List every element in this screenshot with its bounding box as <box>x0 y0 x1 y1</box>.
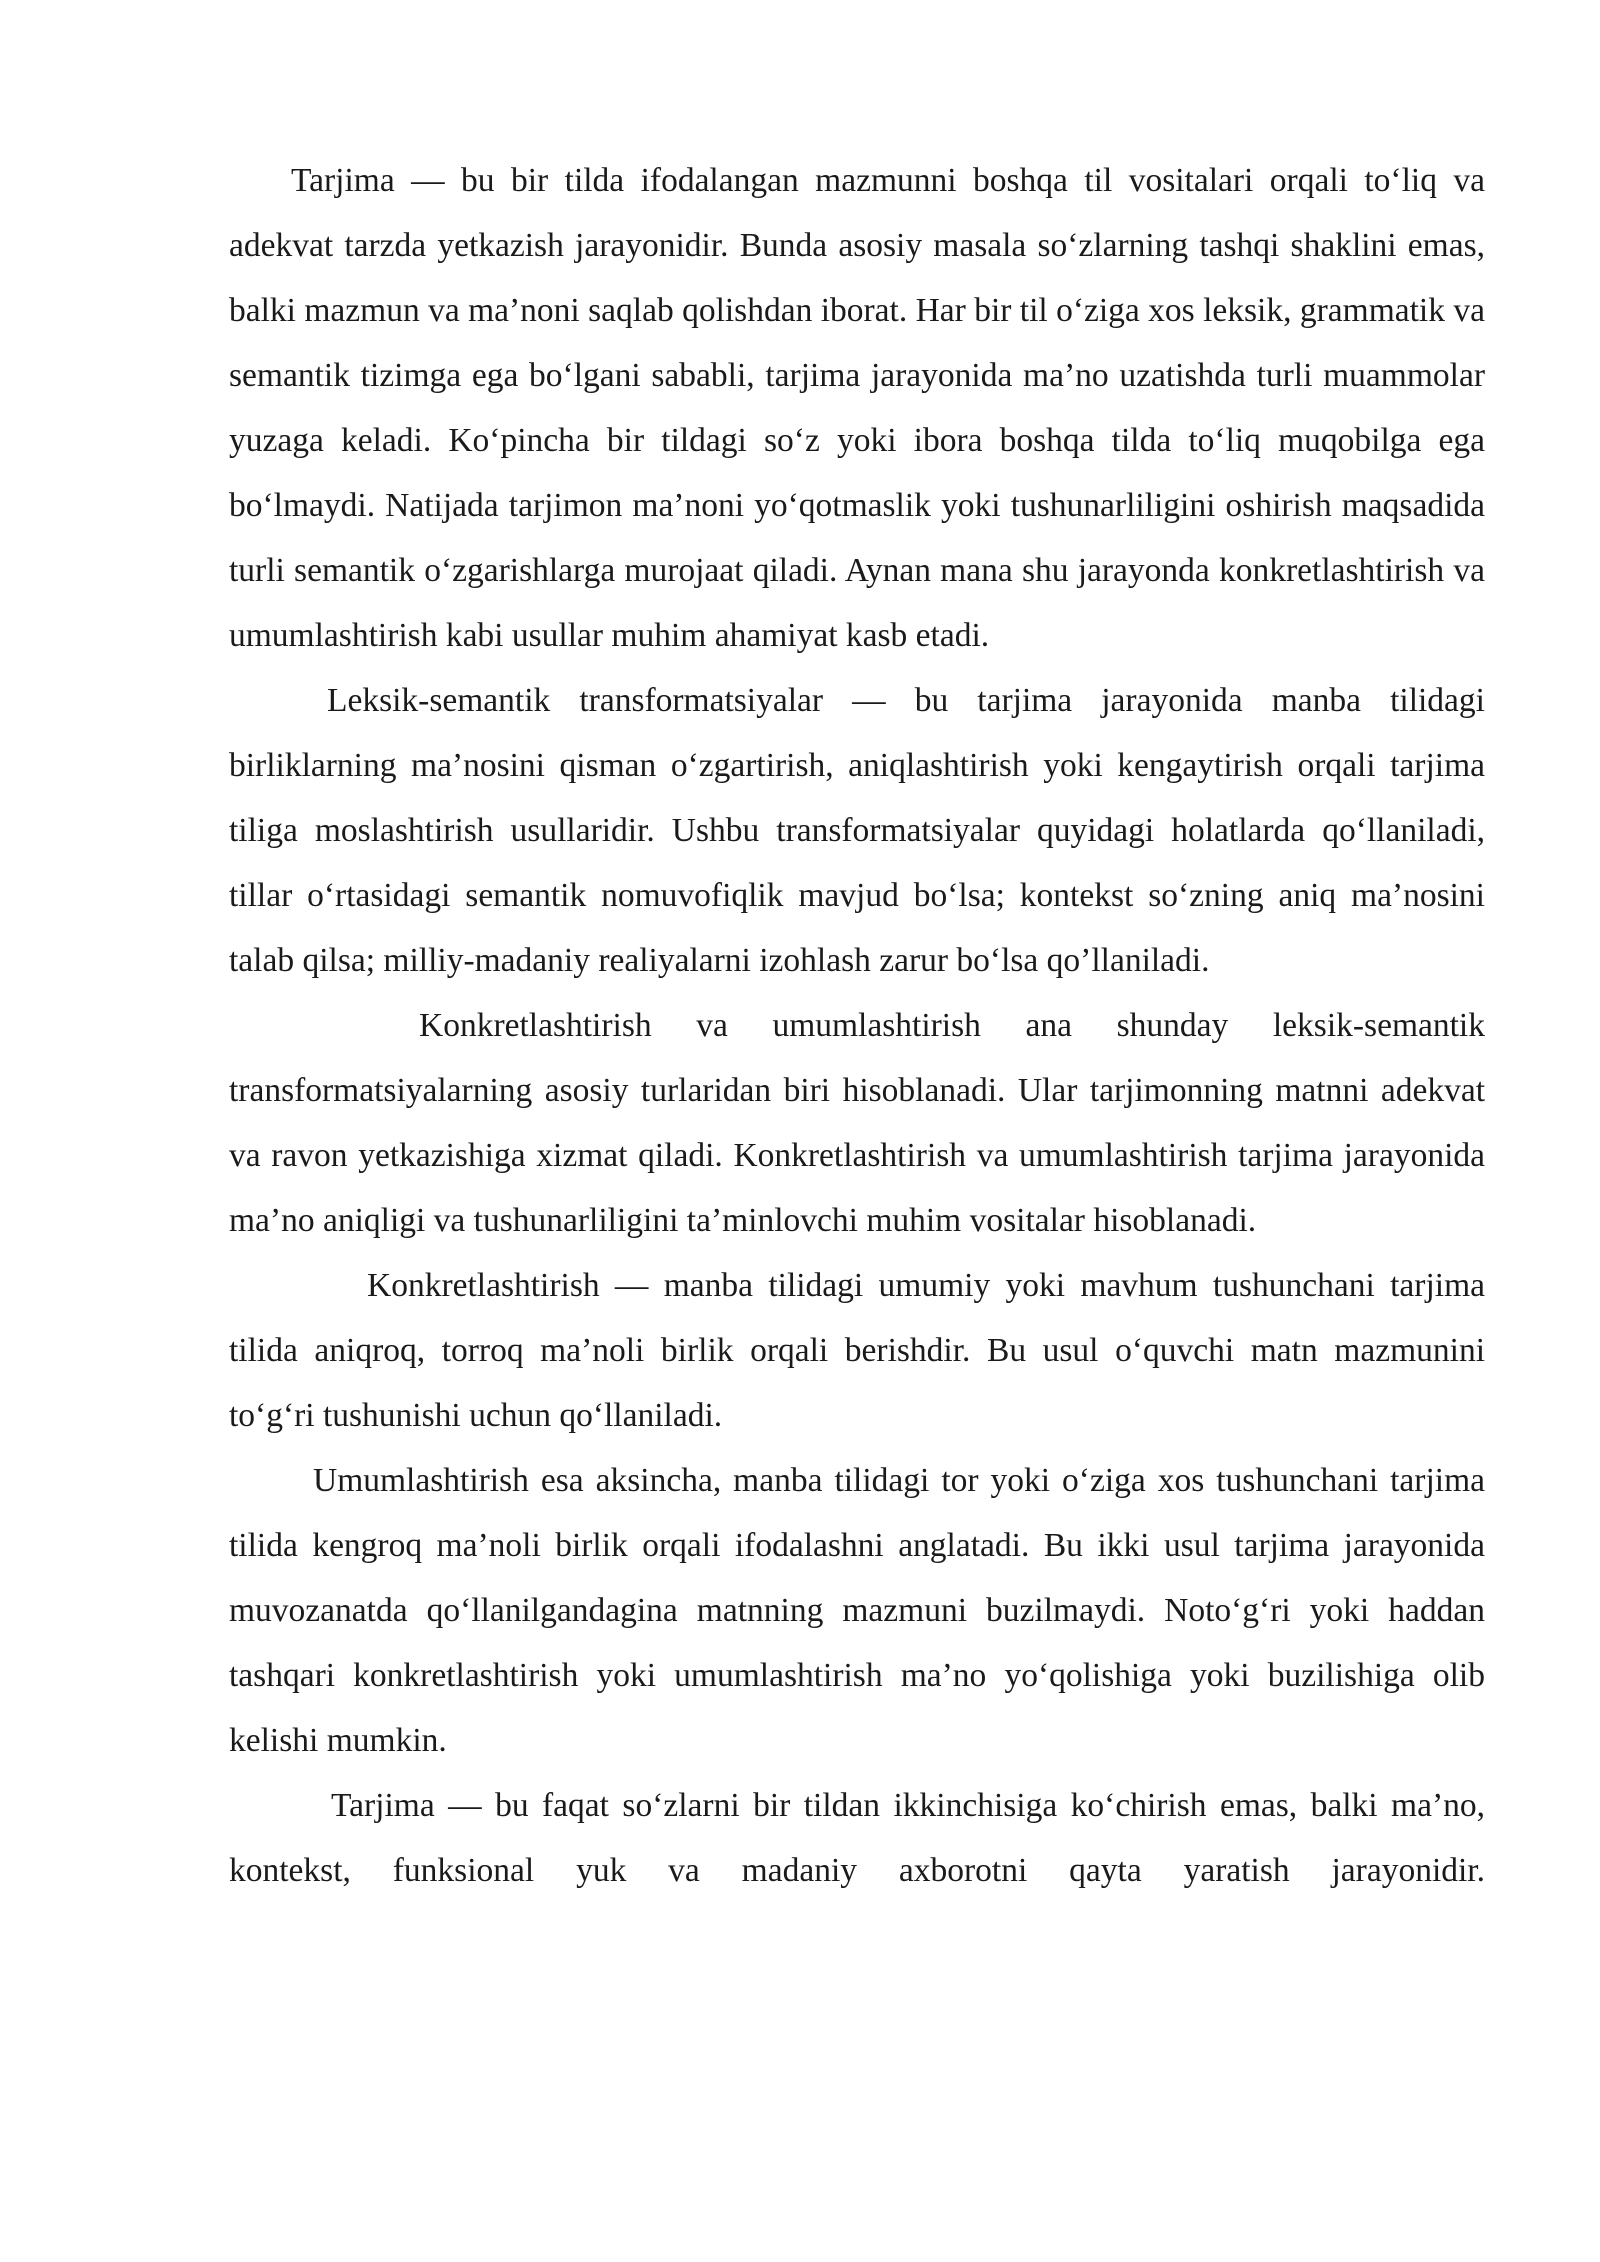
document-body <box>229 148 1485 1903</box>
paragraph-generalization-definition: Umumlashtirish esa aksincha, manba tilidagi tor yoki o‘ziga xos tushunchani tarjima tilida kengroq ma’noli birlik orqali ifodalashni anglatadi. Bu ikki usul tarjima jarayonida muvozanatda qo‘llanilgandagina matnning mazmuni buzilmaydi. Noto‘g‘ri yoki haddan tashqari konkretlashtirish yoki umumlashtirish ma’no yo‘qolishiga yoki buzilishiga olib kelishi mumkin. <box>229 1462 1485 1759</box>
paragraph-translation-summary: Tarjima — bu faqat so‘zlarni bir tildan ikkinchisiga ko‘chirish emas, balki ma’no, kontekst, funksional yuk va madaniy axborotni qayta yaratish jarayonidir. <box>229 1787 1485 1889</box>
paragraph-concretization-definition: Konkretlashtirish — manba tilidagi umumiy yoki mavhum tushunchani tarjima tilida aniqroq, torroq ma’noli birlik orqali berishdir. Bu usul o‘quvchi matn mazmunini to‘g‘ri tushunishi uchun qo‘llaniladi. <box>229 1267 1485 1434</box>
paragraph-lexical-semantic-transformations: Leksik-semantik transformatsiyalar — bu tarjima jarayonida manba tilidagi birliklarning ma’nosini qisman o‘zgartirish, aniqlashtirish yoki kengaytirish orqali tarjima tiliga moslashtirish usullaridir. Ushbu transformatsiyalar quyidagi holatlarda qo‘llaniladi, tillar o‘rtasidagi semantik nomuvofiqlik mavjud bo‘lsa; kontekst so‘zning aniq ma’nosini talab qilsa; milliy-madaniy realiyalarni izohlash zarur bo‘lsa qo’llaniladi. <box>229 682 1485 979</box>
paragraph-translation-definition: Tarjima — bu bir tilda ifodalangan mazmunni boshqa til vositalari orqali to‘liq va adekvat tarzda yetkazish jarayonidir. Bunda asosiy masala so‘zlarning tashqi shaklini emas, balki mazmun va ma’noni saqlab qolishdan iborat. Har bir til o‘ziga xos leksik, grammatik va semantik tizimga ega bo‘lgani sababli, tarjima jarayonida ma’no uzatishda turli muammolar yuzaga keladi. Ko‘pincha bir tildagi so‘z yoki ibora boshqa tilda to‘liq muqobilga ega bo‘lmaydi. Natijada tarjimon ma’noni yo‘qotmaslik yoki tushunarliligini oshirish maqsadida turli semantik o‘zgarishlarga murojaat qiladi. Aynan mana shu jarayonda konkretlashtirish va umumlashtirish kabi usullar muhim ahamiyat kasb etadi. <box>229 162 1485 654</box>
paragraph-concretization-generalization-overview: Konkretlashtirish va umumlashtirish ana shunday leksik-semantik transformatsiyalarning asosiy turlaridan biri hisoblanadi. Ular tarjimonning matnni adekvat va ravon yetkazishiga xizmat qiladi. Konkretlashtirish va umumlashtirish tarjima jarayonida ma’no aniqligi va tushunarliligini ta’minlovchi muhim vositalar hisoblanadi. <box>229 1007 1485 1239</box>
